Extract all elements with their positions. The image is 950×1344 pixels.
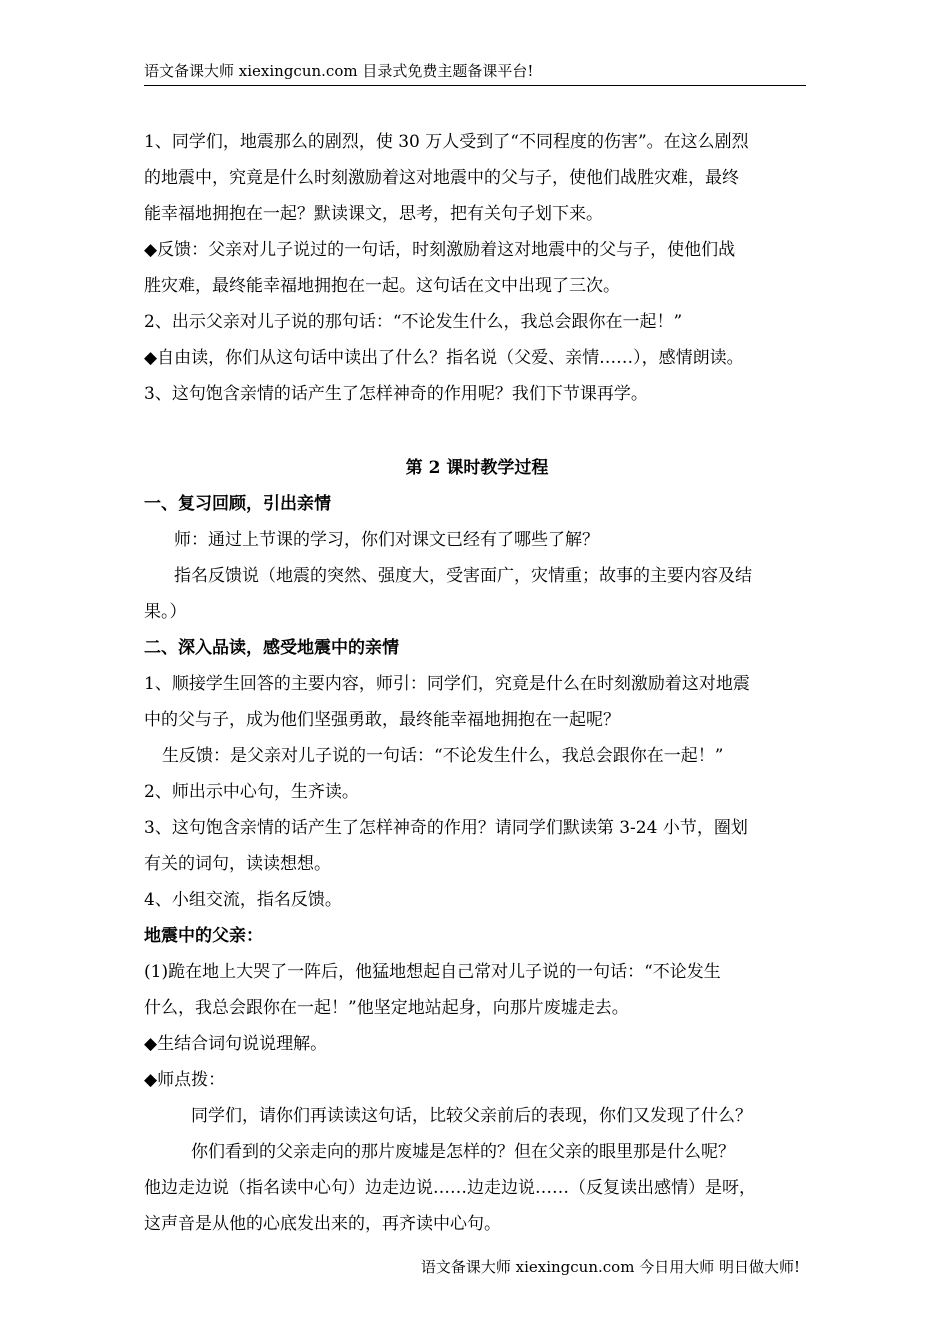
- subsection-heading: 地震中的父亲：: [144, 926, 263, 946]
- paragraph-line: 指名反馈说（地震的突然、强度大，受害面广，灾情重；故事的主要内容及结: [174, 566, 752, 586]
- paragraph-line: (1)跪在地上大哭了一阵后，他猛地想起自己常对儿子说的一句话：“不论发生: [144, 962, 721, 982]
- paragraph-line: 3、这句饱含亲情的话产生了怎样神奇的作用呢？我们下节课再学。: [144, 384, 648, 404]
- paragraph-line: ◆反馈：父亲对儿子说过的一句话，时刻激励着这对地震中的父与子，使他们战: [144, 240, 736, 260]
- paragraph-line: ◆生结合词句说说理解。: [144, 1034, 328, 1054]
- paragraph-line: 1、同学们，地震那么的剧烈，使 30 万人受到了“不同程度的伤害”。在这么剧烈: [144, 132, 749, 152]
- page-footer: 语文备课大师 xiexingcun.com 今日用大师 明日做大师!: [420, 1258, 800, 1276]
- paragraph-line: 中的父与子，成为他们坚强勇敢，最终能幸福地拥抱在一起呢？: [144, 710, 620, 730]
- paragraph-line: 生反馈：是父亲对儿子说的一句话：“不论发生什么，我总会跟你在一起！”: [162, 746, 724, 766]
- section-title: 第 2 课时教学过程: [405, 458, 549, 478]
- paragraph-line: 果。）: [144, 602, 187, 622]
- paragraph-line: 什么，我总会跟你在一起！”他坚定地站起身，向那片废墟走去。: [144, 998, 629, 1018]
- paragraph-line: 师：通过上节课的学习，你们对课文已经有了哪些了解？: [174, 530, 599, 550]
- section-heading: 二、深入品读，感受地震中的亲情: [144, 638, 399, 658]
- paragraph-line: 2、出示父亲对儿子说的那句话：“不论发生什么，我总会跟你在一起！”: [144, 312, 683, 332]
- paragraph-line: 他边走边说（指名读中心句）边走边说……边走边说……（反复读出感情）是呀，: [144, 1178, 756, 1198]
- document-body: [144, 124, 810, 1242]
- paragraph-line: 你们看到的父亲走向的那片废墟是怎样的？但在父亲的眼里那是什么呢？: [191, 1142, 735, 1162]
- paragraph-line: 4、小组交流，指名反馈。: [144, 890, 342, 910]
- paragraph-line: ◆师点拨：: [144, 1070, 226, 1090]
- paragraph-line: 能幸福地拥抱在一起？默读课文，思考，把有关句子划下来。: [144, 204, 603, 224]
- paragraph-line: 的地震中，究竟是什么时刻激励着这对地震中的父与子，使他们战胜灾难，最终: [144, 168, 739, 188]
- paragraph-line: 这声音是从他的心底发出来的，再齐读中心句。: [144, 1214, 501, 1234]
- paragraph-line: 有关的词句，读读想想。: [144, 854, 331, 874]
- paragraph-line: 1、顺接学生回答的主要内容，师引：同学们，究竟是什么在时刻激励着这对地震: [144, 674, 750, 694]
- page-header: 语文备课大师 xiexingcun.com 目录式免费主题备课平台!: [144, 60, 806, 86]
- paragraph-line: 胜灾难，最终能幸福地拥抱在一起。这句话在文中出现了三次。: [144, 276, 620, 296]
- paragraph-line: 同学们，请你们再读读这句话，比较父亲前后的表现，你们又发现了什么？: [191, 1106, 752, 1126]
- paragraph-line: 3、这句饱含亲情的话产生了怎样神奇的作用？请同学们默读第 3-24 小节，圈划: [144, 818, 748, 838]
- section-heading: 一、复习回顾，引出亲情: [144, 494, 331, 514]
- paragraph-line: ◆自由读，你们从这句话中读出了什么？指名说（父爱、亲情……），感情朗读。: [144, 348, 744, 368]
- paragraph-line: 2、师出示中心句，生齐读。: [144, 782, 359, 802]
